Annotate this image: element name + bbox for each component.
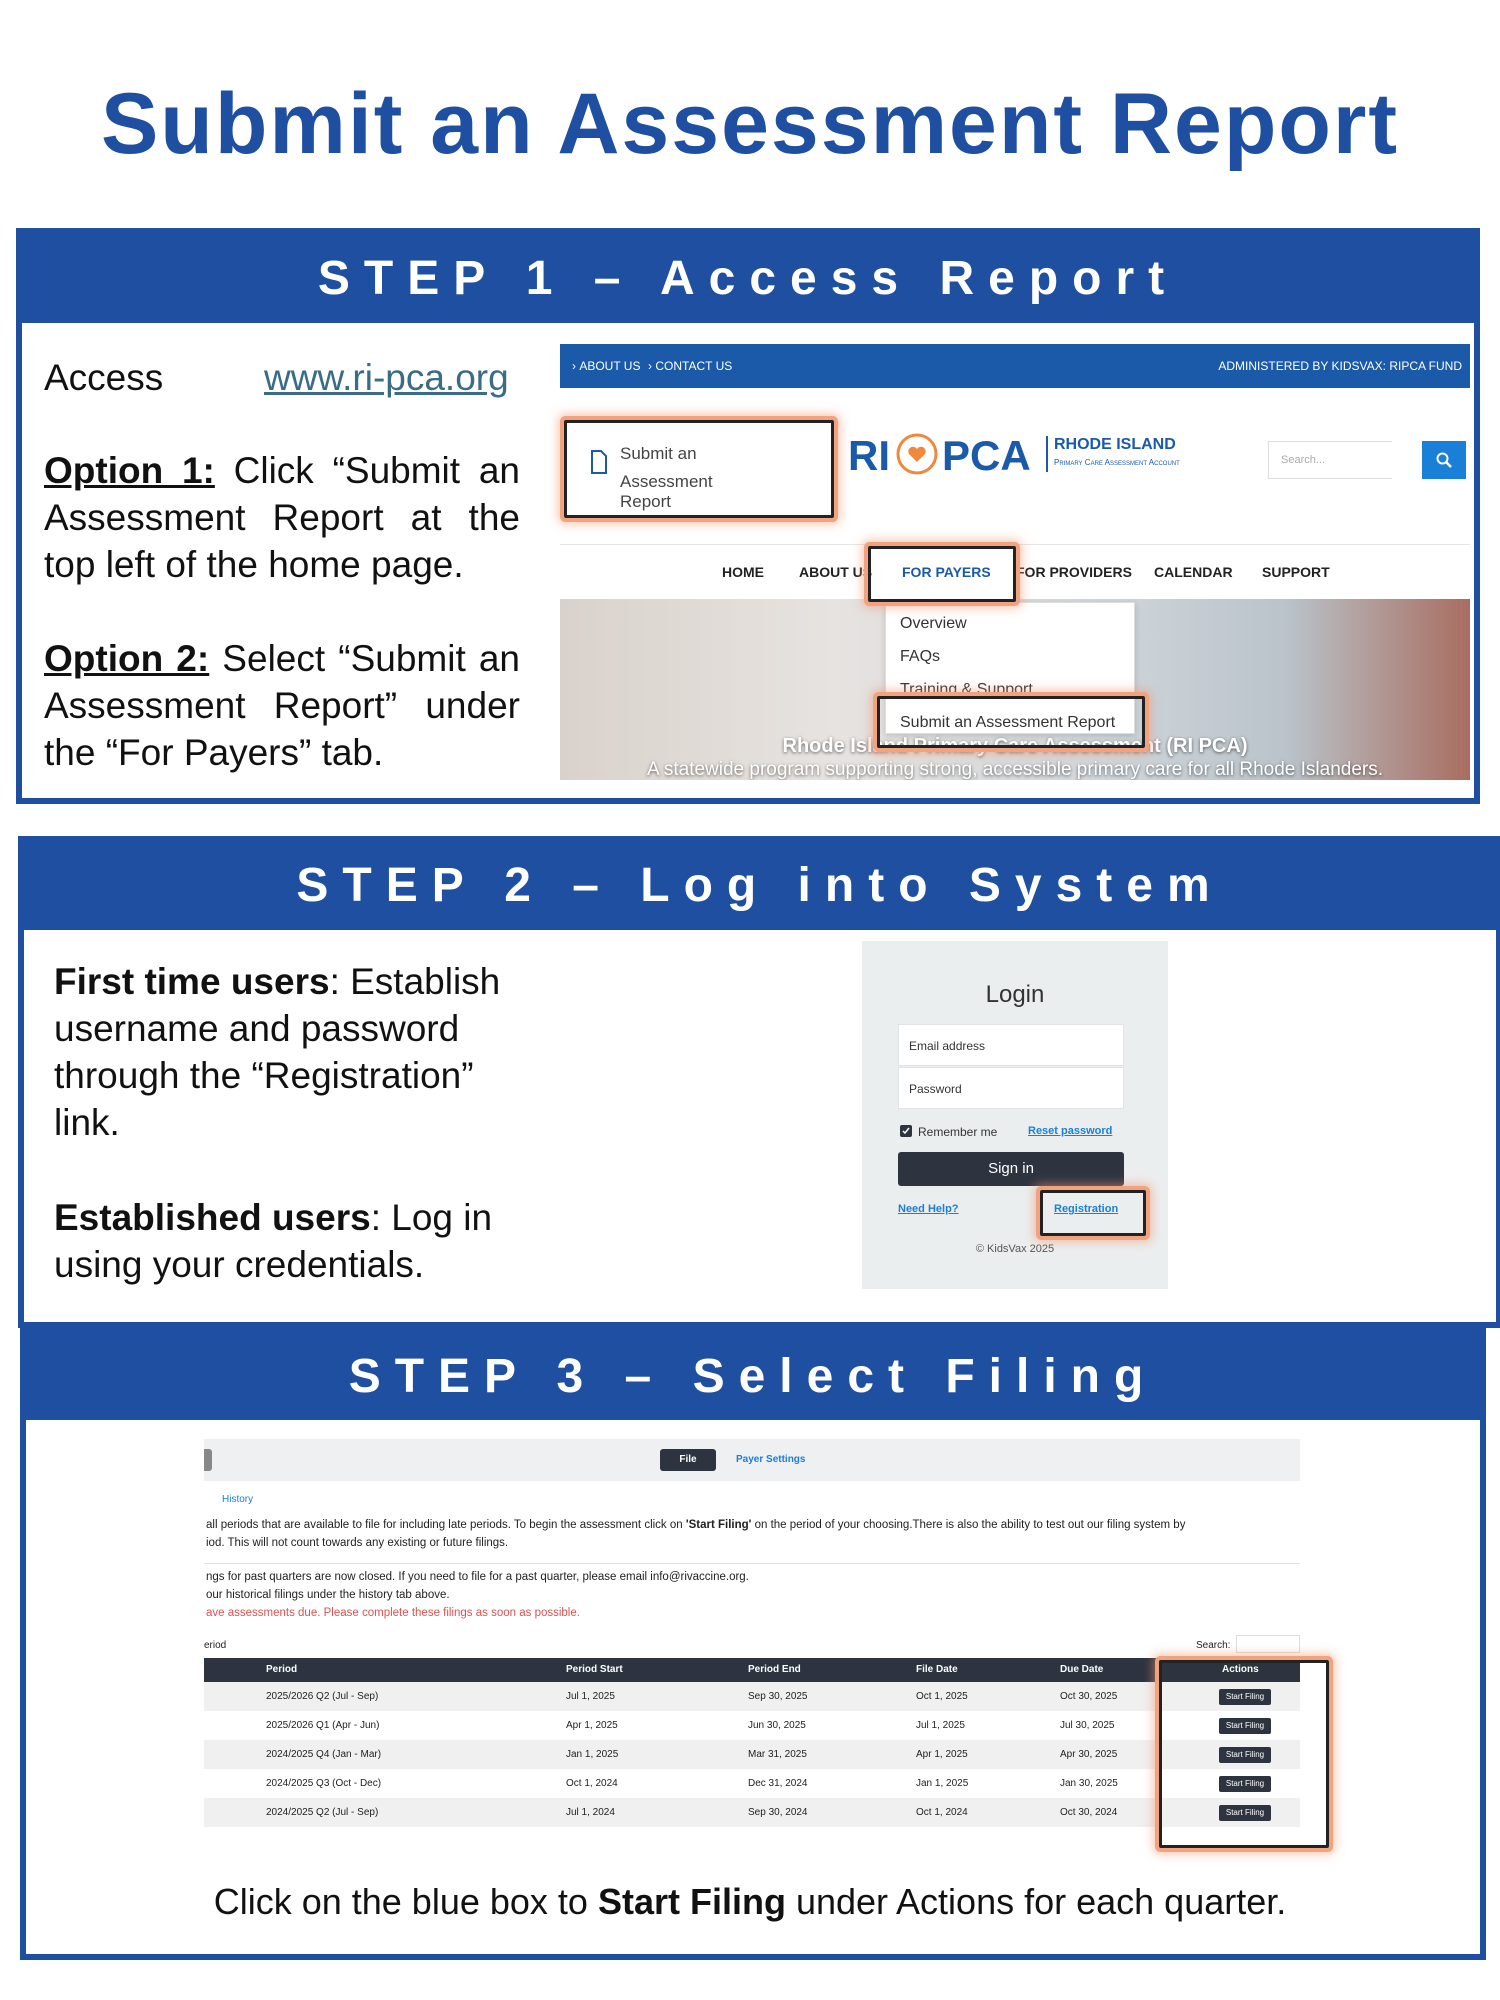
dropdown-faqs[interactable]: FAQs	[900, 648, 941, 665]
cell-due-date: Jul 30, 2025	[1060, 1720, 1115, 1731]
need-help-link[interactable]: Need Help?	[898, 1203, 959, 1215]
page-title: Submit an Assessment Report	[100, 76, 1400, 172]
login-title: Login	[985, 981, 1045, 1008]
col-actions[interactable]: Actions	[1222, 1664, 1259, 1675]
step2-heading: STEP 2 – Log into System	[24, 842, 1496, 930]
cell-end: Dec 31, 2024	[748, 1778, 808, 1789]
menu-calendar[interactable]: CALENDAR	[1154, 564, 1233, 580]
dropdown-overview[interactable]: Overview	[900, 615, 967, 632]
table-row	[204, 1798, 1300, 1827]
site-search-button[interactable]	[1422, 441, 1466, 479]
start-filing-button[interactable]: Start Filing	[1219, 1718, 1271, 1734]
cell-file-date: Jul 1, 2025	[916, 1720, 965, 1731]
established-label: Established users	[54, 1197, 371, 1238]
table-row	[204, 1682, 1300, 1711]
cell-end: Sep 30, 2024	[748, 1807, 808, 1818]
ripca-logo	[848, 432, 1180, 482]
menu-for-payers[interactable]: FOR PAYERS	[902, 564, 991, 580]
site-topbar: › ABOUT US › CONTACT US ADMINISTERED BY KIDSVAX: RIPCA FUND	[560, 344, 1470, 388]
para1-b: on the period of your choosing.There is also the ability to test out our filing system by	[751, 1519, 1186, 1531]
heart-hands-icon	[894, 432, 940, 482]
table-row	[204, 1769, 1300, 1798]
start-filing-button[interactable]: Start Filing	[1219, 1805, 1271, 1821]
option2-body: Select “Submit an Assessment Report” under the “For Payers” tab.	[44, 638, 520, 773]
menu-home[interactable]: HOME	[722, 564, 764, 580]
highlight-actions-column	[1159, 1660, 1329, 1848]
submit-report-label-2: Assessment Report	[620, 472, 713, 511]
option1-label: Option 1:	[44, 450, 215, 491]
option1-text	[44, 447, 520, 588]
menu-about[interactable]: ABOUT US	[799, 564, 873, 580]
password-placeholder: Password	[909, 1082, 962, 1096]
caption-post: under Actions for each quarter.	[785, 1881, 1287, 1922]
cell-start: Apr 1, 2025	[566, 1720, 618, 1731]
cell-due-date: Oct 30, 2025	[1060, 1691, 1118, 1702]
login-footer: © KidsVax 2025	[975, 1243, 1055, 1255]
established-text	[54, 1194, 534, 1288]
cell-due-date: Oct 30, 2024	[1060, 1807, 1118, 1818]
dropdown-training[interactable]: Training & Support	[900, 681, 1033, 698]
hero-title: Rhode Island Primary Care Assessment (RI PCA)	[782, 735, 1248, 757]
option2-label: Option 2:	[44, 638, 210, 679]
first-time-body: : Establish username and password through the “Registration” link.	[54, 961, 501, 1143]
reset-password-link[interactable]: Reset password	[1028, 1125, 1113, 1137]
caption-pre: Click on the blue box to	[213, 1881, 598, 1922]
col-file-date[interactable]: File Date	[916, 1664, 958, 1675]
nav-about[interactable]: ABOUT US	[579, 359, 641, 373]
instructions-para1-line1	[206, 1519, 1185, 1531]
instructions-warning: ave assessments due. Please complete these filings as soon as possible.	[206, 1607, 580, 1619]
highlight-registration	[1040, 1190, 1146, 1236]
sign-in-button[interactable]: Sign in	[898, 1152, 1124, 1186]
remember-checkbox[interactable]	[900, 1125, 912, 1137]
col-period-end[interactable]: Period End	[748, 1664, 801, 1675]
instructions-para2-line1: ngs for past quarters are now closed. If you need to file for a past quarter, please email info@rivaccine.org.	[206, 1571, 749, 1583]
cell-period: 2024/2025 Q3 (Oct - Dec)	[266, 1778, 382, 1789]
registration-link[interactable]: Registration	[1054, 1203, 1119, 1215]
table-search-input[interactable]	[1236, 1635, 1300, 1653]
cell-end: Sep 30, 2025	[748, 1691, 808, 1702]
cell-due-date: Apr 30, 2025	[1060, 1749, 1118, 1760]
period-label: eriod	[204, 1640, 227, 1651]
caption-bold: Start Filing	[597, 1881, 786, 1922]
search-placeholder: Search...	[1281, 454, 1326, 466]
cell-period: 2024/2025 Q2 (Jul - Sep)	[266, 1807, 379, 1818]
cell-end: Jun 30, 2025	[748, 1720, 806, 1731]
cell-file-date: Oct 1, 2024	[916, 1807, 968, 1818]
para1-a: all periods that are available to file for including late periods. To begin the assessment click on	[206, 1519, 686, 1531]
logo-sub: Primary Care Assessment Account	[1054, 458, 1180, 467]
start-filing-button[interactable]: Start Filing	[1219, 1747, 1271, 1763]
administered-text: ADMINISTERED BY KIDSVAX: RIPCA FUND	[1218, 359, 1462, 373]
cell-period: 2025/2026 Q2 (Jul - Sep)	[266, 1691, 379, 1702]
cell-file-date: Apr 1, 2025	[916, 1749, 968, 1760]
highlight-dropdown-submit	[877, 696, 1145, 748]
step1-heading: STEP 1 – Access Report	[22, 234, 1474, 323]
tab-file[interactable]: File	[660, 1449, 716, 1471]
cell-start: Jan 1, 2025	[566, 1749, 619, 1760]
hero-subtitle: A statewide program supporting strong, accessible primary care for all Rhode Islanders.	[646, 759, 1384, 780]
filing-screenshot	[204, 1439, 1300, 1829]
login-form	[862, 941, 1168, 1289]
site-search-input[interactable]	[1268, 441, 1392, 479]
cell-due-date: Jan 30, 2025	[1060, 1778, 1118, 1789]
para1-bold: 'Start Filing'	[685, 1519, 752, 1531]
menu-support[interactable]: SUPPORT	[1262, 564, 1330, 580]
instructions-para1-line2: iod. This will not count towards any existing or future filings.	[206, 1537, 509, 1549]
table-header	[204, 1658, 1300, 1682]
col-period[interactable]: Period	[266, 1664, 298, 1675]
start-filing-button[interactable]: Start Filing	[1219, 1689, 1271, 1705]
col-due-date[interactable]: Due Date	[1060, 1664, 1104, 1675]
step3-heading: STEP 3 – Select Filing	[26, 1334, 1480, 1420]
search-icon	[1436, 452, 1452, 468]
submit-report-label-1: Submit an	[620, 444, 697, 463]
table-row	[204, 1711, 1300, 1740]
first-time-text	[54, 958, 544, 1146]
established-body: : Log in using your credentials.	[54, 1197, 493, 1285]
col-period-start[interactable]: Period Start	[566, 1664, 623, 1675]
logo-text-left: RI	[848, 432, 890, 479]
dropdown-submit-report[interactable]: Submit an Assessment Report	[900, 714, 1116, 731]
instructions-para2-line2: our historical filings under the history tab above.	[206, 1589, 450, 1601]
site-link[interactable]: www.ri-pca.org	[264, 357, 509, 398]
highlight-for-payers	[868, 546, 1016, 602]
cell-file-date: Jan 1, 2025	[916, 1778, 969, 1789]
logo-state: RHODE ISLAND	[1054, 436, 1176, 453]
cell-period: 2025/2026 Q1 (Apr - Jun)	[266, 1720, 380, 1731]
option2-text	[44, 635, 520, 776]
logo-text-right: PCA	[942, 432, 1031, 479]
email-placeholder: Email address	[909, 1039, 986, 1053]
email-field[interactable]	[898, 1024, 1124, 1066]
cell-start: Jul 1, 2024	[566, 1807, 615, 1818]
table-row	[204, 1740, 1300, 1769]
first-time-label: First time users	[54, 961, 330, 1002]
cell-file-date: Oct 1, 2025	[916, 1691, 968, 1702]
start-filing-button[interactable]: Start Filing	[1219, 1776, 1271, 1792]
cell-start: Oct 1, 2024	[566, 1778, 618, 1789]
remember-label: Remember me	[918, 1125, 998, 1139]
nav-contact[interactable]: CONTACT US	[655, 359, 733, 373]
search-label: Search:	[1196, 1640, 1231, 1651]
option1-body: Click “Submit an Assessment Report at the top left of the home page.	[44, 450, 520, 585]
cell-start: Jul 1, 2025	[566, 1691, 615, 1702]
tab-payer-settings[interactable]: Payer Settings	[736, 1454, 806, 1465]
password-field[interactable]	[898, 1067, 1124, 1109]
highlight-submit-button	[564, 420, 834, 518]
check-icon	[902, 1127, 910, 1135]
step3-caption	[0, 1878, 1500, 1925]
cell-period: 2024/2025 Q4 (Jan - Mar)	[266, 1749, 382, 1760]
cell-end: Mar 31, 2025	[748, 1749, 807, 1760]
menu-for-providers[interactable]: FOR PROVIDERS	[1016, 564, 1132, 580]
tab-history[interactable]: History	[222, 1494, 254, 1505]
access-label: Access	[44, 357, 164, 398]
